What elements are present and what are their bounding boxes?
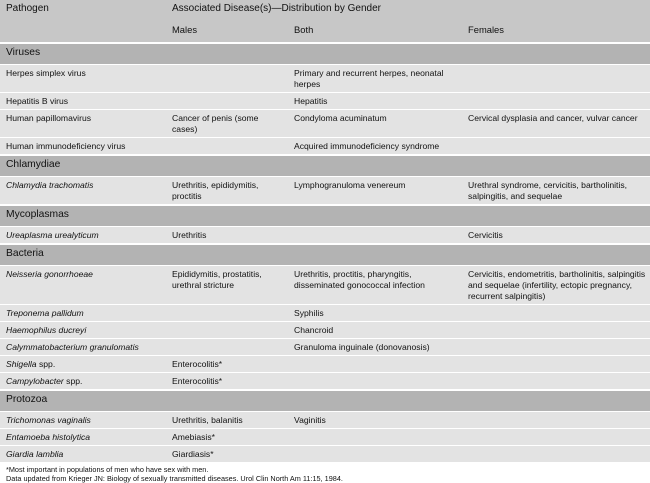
females-disease-cell bbox=[462, 305, 650, 322]
females-disease-cell bbox=[462, 65, 650, 93]
blank-header-cell bbox=[0, 21, 166, 43]
pathogen-cell bbox=[0, 446, 166, 463]
both-disease-cell: Hepatitis bbox=[288, 93, 462, 110]
females-disease-cell: Cervicitis bbox=[462, 227, 650, 245]
associated-disease-header: Associated Disease(s)—Distribution by Gender bbox=[166, 0, 650, 21]
both-disease-cell: Primary and recurrent herpes, neonatal herpes bbox=[288, 65, 462, 93]
pathogen-cell bbox=[0, 339, 166, 356]
males-disease-cell bbox=[166, 138, 288, 156]
section-title: Chlamydiae bbox=[0, 155, 650, 177]
section-row bbox=[0, 205, 650, 227]
pathogen-name: Herpes simplex virus bbox=[6, 68, 86, 78]
males-disease-cell bbox=[166, 339, 288, 356]
pathogen-cell bbox=[0, 322, 166, 339]
section-title: Protozoa bbox=[0, 390, 650, 412]
males-disease-cell bbox=[166, 305, 288, 322]
section-row bbox=[0, 390, 650, 412]
header-row bbox=[0, 0, 650, 21]
females-disease-cell bbox=[462, 412, 650, 429]
table-row bbox=[0, 266, 650, 305]
both-disease-cell: Syphilis bbox=[288, 305, 462, 322]
pathogen-name: Ureaplasma urealyticum bbox=[6, 230, 99, 240]
males-disease-cell bbox=[166, 322, 288, 339]
both-header: Both bbox=[288, 21, 462, 43]
both-disease-cell bbox=[288, 356, 462, 373]
males-disease-cell: Enterocolitis* bbox=[166, 356, 288, 373]
table-row bbox=[0, 356, 650, 373]
section-title: Bacteria bbox=[0, 244, 650, 266]
females-disease-cell bbox=[462, 339, 650, 356]
pathogen-name: Shigella bbox=[6, 359, 37, 369]
pathogen-cell bbox=[0, 305, 166, 322]
females-disease-cell bbox=[462, 429, 650, 446]
table-row bbox=[0, 177, 650, 206]
females-disease-cell bbox=[462, 93, 650, 110]
table-body bbox=[0, 43, 650, 462]
pathogen-name: Human immunodeficiency virus bbox=[6, 141, 126, 151]
pathogen-name: Campylobacter bbox=[6, 376, 64, 386]
males-disease-cell bbox=[166, 93, 288, 110]
males-disease-cell: Giardiasis* bbox=[166, 446, 288, 463]
pathogen-name: Hepatitis B virus bbox=[6, 96, 69, 106]
females-disease-cell: Cervicitis, endometritis, bartholinitis, salpingitis and sequelae (infertility, ectopic pregnancy, recurrent salpingitis) bbox=[462, 266, 650, 305]
pathogen-name: Neisseria gonorrhoeae bbox=[6, 269, 93, 279]
both-disease-cell: Condyloma acuminatum bbox=[288, 110, 462, 138]
females-disease-cell: Urethral syndrome, cervicitis, bartholinitis, salpingitis, and sequelae bbox=[462, 177, 650, 206]
section-title: Mycoplasmas bbox=[0, 205, 650, 227]
pathogen-cell bbox=[0, 65, 166, 93]
table-row bbox=[0, 305, 650, 322]
both-disease-cell: Chancroid bbox=[288, 322, 462, 339]
pathogen-name: Chlamydia trachomatis bbox=[6, 180, 94, 190]
females-disease-cell bbox=[462, 138, 650, 156]
females-header: Females bbox=[462, 21, 650, 43]
table-row bbox=[0, 65, 650, 93]
table-row bbox=[0, 110, 650, 138]
males-disease-cell: Urethritis, balanitis bbox=[166, 412, 288, 429]
both-disease-cell: Lymphogranuloma venereum bbox=[288, 177, 462, 206]
pathogen-cell bbox=[0, 110, 166, 138]
pathogen-name: Entamoeba histolytica bbox=[6, 432, 91, 442]
pathogen-cell bbox=[0, 412, 166, 429]
section-row bbox=[0, 43, 650, 65]
footnote-msm: *Most important in populations of men who have sex with men. bbox=[6, 465, 209, 474]
pathogen-header: Pathogen bbox=[0, 0, 166, 21]
pathogen-cell bbox=[0, 227, 166, 245]
males-disease-cell: Urethritis, epididymitis, proctitis bbox=[166, 177, 288, 206]
pathogen-name-suffix: spp. bbox=[63, 376, 83, 386]
both-disease-cell: Vaginitis bbox=[288, 412, 462, 429]
pathogen-cell bbox=[0, 356, 166, 373]
pathogen-cell bbox=[0, 373, 166, 391]
pathogen-name: Calymmatobacterium granulomatis bbox=[6, 342, 139, 352]
pathogen-name: Human papillomavirus bbox=[6, 113, 92, 123]
both-disease-cell bbox=[288, 446, 462, 463]
males-disease-cell bbox=[166, 65, 288, 93]
section-row bbox=[0, 244, 650, 266]
females-disease-cell bbox=[462, 322, 650, 339]
table-row bbox=[0, 322, 650, 339]
both-disease-cell bbox=[288, 429, 462, 446]
both-disease-cell: Acquired immunodeficiency syndrome bbox=[288, 138, 462, 156]
footnote-source: Data updated from Krieger JN: Biology of sexually transmitted diseases. Urol Clin North Am 11:15, 1984. bbox=[6, 474, 343, 483]
section-row bbox=[0, 155, 650, 177]
males-disease-cell: Cancer of penis (some cases) bbox=[166, 110, 288, 138]
both-disease-cell bbox=[288, 227, 462, 245]
table-row bbox=[0, 373, 650, 391]
pathogen-name: Treponema pallidum bbox=[6, 308, 84, 318]
gender-header-row bbox=[0, 21, 650, 43]
pathogen-name-suffix: spp. bbox=[36, 359, 56, 369]
males-disease-cell: Enterocolitis* bbox=[166, 373, 288, 391]
males-disease-cell: Urethritis bbox=[166, 227, 288, 245]
females-disease-cell bbox=[462, 373, 650, 391]
pathogen-cell bbox=[0, 177, 166, 206]
table-row bbox=[0, 339, 650, 356]
males-header: Males bbox=[166, 21, 288, 43]
table-row bbox=[0, 429, 650, 446]
section-title: Viruses bbox=[0, 43, 650, 65]
pathogen-cell bbox=[0, 93, 166, 110]
females-disease-cell: Cervical dysplasia and cancer, vulvar cancer bbox=[462, 110, 650, 138]
both-disease-cell: Granuloma inguinale (donovanosis) bbox=[288, 339, 462, 356]
footnotes bbox=[0, 462, 650, 483]
table-row bbox=[0, 412, 650, 429]
pathogen-name: Trichomonas vaginalis bbox=[6, 415, 91, 425]
both-disease-cell bbox=[288, 373, 462, 391]
pathogen-name: Giardia lamblia bbox=[6, 449, 64, 459]
table-row bbox=[0, 227, 650, 245]
males-disease-cell: Amebiasis* bbox=[166, 429, 288, 446]
both-disease-cell: Urethritis, proctitis, pharyngitis, disseminated gonococcal infection bbox=[288, 266, 462, 305]
table-row bbox=[0, 93, 650, 110]
table-row bbox=[0, 138, 650, 156]
females-disease-cell bbox=[462, 356, 650, 373]
females-disease-cell bbox=[462, 446, 650, 463]
males-disease-cell: Epididymitis, prostatitis, urethral stricture bbox=[166, 266, 288, 305]
pathogen-cell bbox=[0, 138, 166, 156]
pathogen-cell bbox=[0, 266, 166, 305]
pathogen-cell bbox=[0, 429, 166, 446]
table-row bbox=[0, 446, 650, 463]
pathogen-name: Haemophilus ducreyi bbox=[6, 325, 87, 335]
